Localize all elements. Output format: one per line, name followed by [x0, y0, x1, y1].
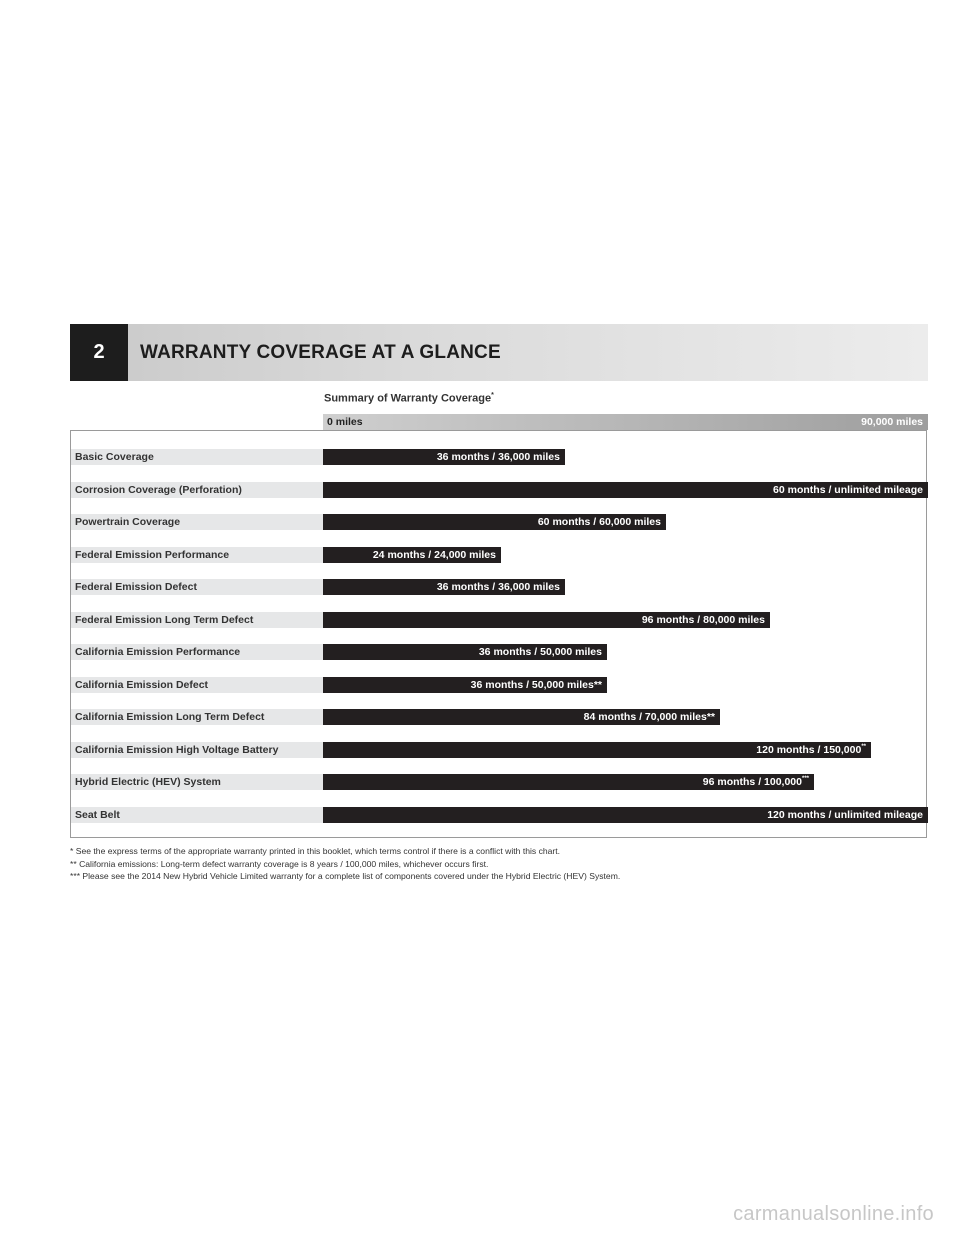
- bar: [323, 709, 720, 725]
- footnotes: [70, 845, 930, 883]
- bar: [323, 547, 501, 563]
- page-title: WARRANTY COVERAGE AT A GLANCE: [140, 341, 501, 363]
- bar: [323, 644, 607, 660]
- bar-data-label: 60 months / unlimited mileage: [773, 483, 923, 496]
- bar-data-label: 96 months / 80,000 miles: [641, 613, 765, 626]
- bar-data-label: 84 months / 70,000 miles**: [583, 711, 715, 723]
- bar-data-label: 96 months / 100,000: [702, 776, 802, 788]
- bar: [323, 449, 565, 465]
- category-label: California Emission Defect: [71, 677, 323, 693]
- category-label: Federal Emission Long Term Defect: [71, 612, 323, 628]
- chart-title-text: Summary of Warranty Coverage: [324, 392, 492, 405]
- x-axis-band: [323, 414, 928, 430]
- bar-data-label: 36 months / 50,000 miles**: [470, 678, 602, 691]
- category-label: Seat Belt: [71, 807, 323, 823]
- footnote-3: *** Please see the 2014 New Hybrid Vehicle Limited warranty for a complete list of components covered under the Hybrid Electric (HEV) System.: [70, 871, 621, 882]
- bar: [323, 677, 607, 693]
- bar-data-label: 120 months / unlimited mileage: [767, 808, 923, 821]
- bar-data-label: 36 months / 50,000 miles: [478, 646, 602, 658]
- bar: [323, 482, 928, 498]
- category-label: Hybrid Electric (HEV) System: [71, 774, 323, 790]
- bar: [323, 807, 928, 823]
- x-axis-max-label: 90,000 miles: [861, 416, 923, 428]
- bar-data-label: 36 months / 36,000 miles: [436, 451, 560, 463]
- bar: [323, 579, 565, 595]
- category-label: Federal Emission Defect: [71, 579, 323, 595]
- bar: [323, 612, 770, 628]
- chart-title-marker: *: [491, 392, 494, 399]
- bar: [323, 514, 666, 530]
- bar: [323, 774, 814, 790]
- x-axis-min-label: 0 miles: [327, 416, 363, 428]
- category-label: California Emission High Voltage Battery: [71, 742, 323, 758]
- category-label: California Emission Performance: [71, 644, 323, 660]
- bar-data-label: 60 months / 60,000 miles: [537, 516, 661, 528]
- category-label: Federal Emission Performance: [71, 547, 323, 563]
- chart-title: [324, 392, 494, 405]
- bar-label-footnote-marker: ***: [801, 776, 809, 782]
- bar-data-label: 36 months / 36,000 miles: [436, 581, 560, 593]
- chapter-number-badge: 2: [70, 324, 128, 381]
- bar-label-footnote-marker: **: [861, 743, 866, 750]
- watermark-text: carmanualsonline.info: [733, 1203, 934, 1225]
- bar: [323, 742, 871, 758]
- bar-data-label: 120 months / 150,000: [756, 743, 862, 756]
- category-label: California Emission Long Term Defect: [71, 709, 323, 725]
- bar-data-label: 24 months / 24,000 miles: [372, 548, 496, 561]
- footnote-2: ** California emissions: Long-term defect warranty coverage is 8 years / 100,000 miles, whichever occurs first.: [70, 858, 489, 869]
- category-label: Corrosion Coverage (Perforation): [71, 482, 323, 498]
- footnote-1: * See the express terms of the appropriate warranty printed in this booklet, which terms control if there is a conflict with this chart.: [70, 846, 561, 856]
- category-label: Basic Coverage: [71, 449, 323, 465]
- category-label: Powertrain Coverage: [71, 514, 323, 530]
